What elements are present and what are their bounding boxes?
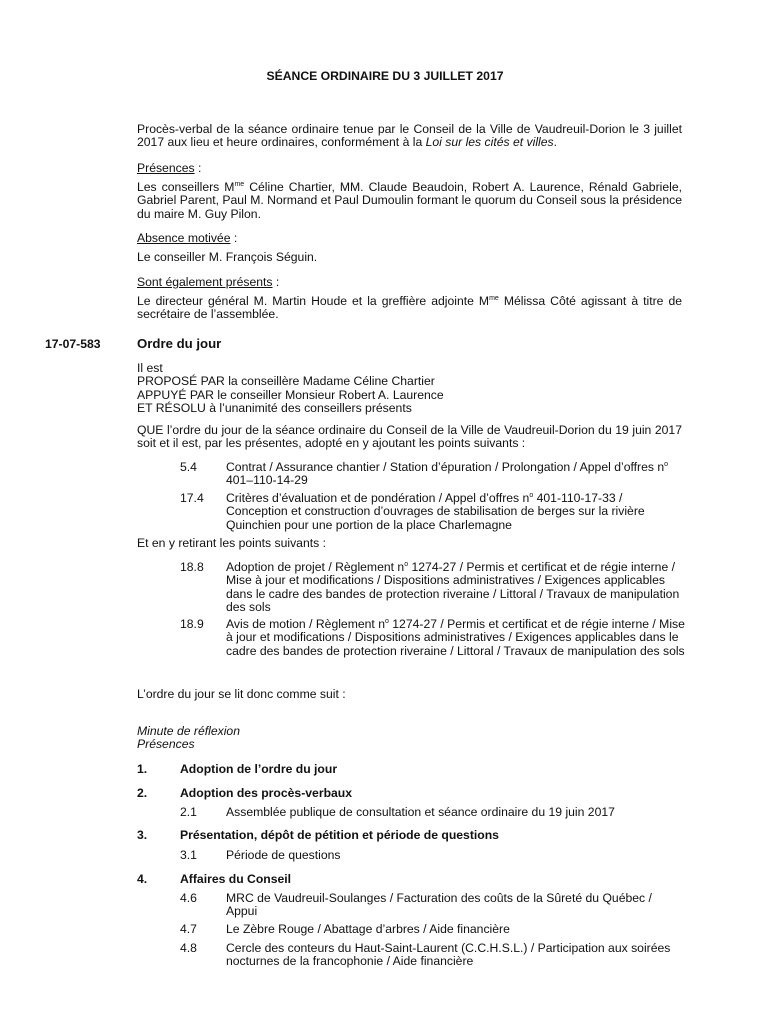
added-item-text — [226, 492, 685, 532]
minute-label: Minute de réflexion — [137, 724, 240, 738]
agenda-subitem-text: MRC de Vaudreuil-Soulanges / Facturation des coûts de la Sûreté du Québec / Appui — [226, 891, 652, 919]
removing-label: Et en y retirant les points suivants : — [137, 536, 326, 550]
page-title: SÉANCE ORDINAIRE DU 3 JUILLET 2017 — [266, 69, 504, 83]
agenda-section-number: 4. — [137, 872, 148, 886]
agenda-subitem — [180, 923, 685, 936]
removed-item-sup: o — [404, 561, 409, 568]
agenda-subitem — [180, 849, 685, 862]
resolution-number: 17-07-583 — [45, 337, 101, 351]
law-reference: Loi sur les cités et villes — [425, 135, 554, 150]
agenda-subitem-text: Le Zèbre Rouge / Abattage d’arbres / Aide financière — [226, 922, 510, 936]
also-present-colon: : — [272, 275, 280, 289]
agenda-section-title: Présentation, dépôt de pétition et période de questions — [180, 828, 499, 842]
added-item — [180, 461, 685, 488]
presences-text-a: Les conseillers M — [137, 180, 235, 194]
removed-item-text-a: Adoption de projet / Règlement n — [226, 560, 405, 574]
absence-label-line — [137, 232, 682, 245]
agenda-section-number: 1. — [137, 762, 148, 776]
added-item-text — [226, 461, 685, 488]
motion-line-1: Il est — [137, 361, 163, 375]
also-present-paragraph — [137, 295, 682, 322]
agenda-section-title: Affaires du Conseil — [180, 872, 292, 886]
agenda-subitem — [180, 806, 685, 819]
added-item-sup: o — [664, 461, 669, 468]
agenda-subitem-number: 4.8 — [180, 941, 197, 955]
added-item-text-b: 401–110-14-29 — [226, 473, 308, 488]
presences-label: Présences — [137, 161, 195, 175]
added-item-sup: o — [529, 492, 534, 499]
removed-item-text — [226, 561, 685, 615]
agenda-section — [137, 829, 682, 842]
removed-item-text-a: Avis de motion / Règlement n — [226, 617, 385, 631]
also-present-sup: me — [489, 295, 499, 302]
removed-item-number: 18.9 — [180, 617, 204, 631]
removed-item-text — [226, 618, 685, 658]
absence-colon: : — [230, 231, 238, 245]
added-item-text-b: 401-110-17-33 / Conception et construction d’ouvrages de stabilisation de berges sur la rivière Quinchien pour une portion de la place Charlemagne — [226, 491, 645, 532]
removed-item-sup: o — [384, 618, 389, 625]
agenda-section — [137, 763, 682, 776]
agenda-subitem-text: Période de questions — [226, 848, 341, 862]
motion-block — [137, 362, 682, 416]
que-paragraph: QUE l’ordre du jour de la séance ordinaire du Conseil de la Ville de Vaudreuil-Dorion du 19 juin 2017 soit et il est, par les présentes, adopté en y ajoutant les points suivants : — [137, 423, 682, 451]
removed-item — [180, 561, 685, 615]
agenda-section-title: Adoption des procès-verbaux — [180, 786, 353, 800]
presences-italic-label: Présences — [137, 737, 195, 751]
presences-colon: : — [194, 161, 202, 175]
intro-end: . — [553, 135, 558, 150]
resolution-heading: Ordre du jour — [137, 336, 222, 351]
motion-line-3: APPUYÉ PAR le conseiller Monsieur Robert A. Laurence — [137, 387, 444, 402]
presences-paragraph — [137, 181, 682, 221]
added-item — [180, 492, 685, 532]
agenda-subitem-number: 3.1 — [180, 848, 197, 862]
intro-text: Procès-verbal de la séance ordinaire tenue par le Conseil de la Ville de Vaudreuil-Dorion le 3 juillet 2017 aux lieu et heure ordinaires, conformément à la — [137, 122, 682, 150]
removed-item — [180, 618, 685, 658]
intro-paragraph — [137, 123, 682, 150]
agenda-section — [137, 787, 682, 800]
motion-line-4: ET RÉSOLU à l’unanimité des conseillers présents — [137, 401, 412, 416]
agenda-section-number: 3. — [137, 828, 148, 842]
agenda-section-number: 2. — [137, 786, 148, 800]
agenda-subitem-number: 4.6 — [180, 891, 197, 905]
agenda-subitem-text: Assemblée publique de consultation et séance ordinaire du 19 juin 2017 — [226, 805, 615, 819]
agenda-subitem-text: Cercle des conteurs du Haut-Saint-Laurent (C.C.H.S.L.) / Participation aux soirées nocturnes de la francophonie / Aide financière — [226, 941, 671, 969]
removed-item-text-b: 1274-27 / Permis et certificat et de régie interne / Mise à jour et modifications / Dispositions administratives / Exigences applicables dans le cadre des bandes de protection riveraine / Littoral / Travaux de manipulation des sols — [226, 560, 680, 615]
also-present-text-a: Le directeur général M. Martin Houde et la greffière adjointe M — [137, 294, 490, 308]
agenda-subitem — [180, 892, 685, 919]
absence-label: Absence motivée — [137, 231, 231, 245]
removed-item-text-b: 1274-27 / Permis et certificat et de régie interne / Mise à jour et modifications / Dispositions administratives / Exigences applicables dans le cadre des bandes de protection riveraine / Littoral / Travaux de manipulation des sols — [226, 617, 685, 658]
reads-as-line: L’ordre du jour se lit donc comme suit : — [137, 687, 346, 701]
also-present-label-line — [137, 276, 682, 289]
added-item-text-a: Critères d’évaluation et de pondération / Appel d’offres n — [226, 491, 530, 505]
added-item-text-a: Contrat / Assurance chantier / Station d’épuration / Prolongation / Appel d’offres n — [226, 460, 665, 474]
agenda-subitem-number: 4.7 — [180, 922, 197, 936]
added-item-number: 5.4 — [180, 460, 197, 474]
presences-sup: me — [234, 181, 245, 188]
presences-text-b: Céline Chartier, MM. Claude Beaudoin, Robert A. Laurence, Rénald Gabriele, Gabriel Parent, Paul M. Normand et Paul Dumoulin formant le quorum du Conseil sous la présidence du maire M. Guy Pilon. — [137, 180, 682, 221]
removed-item-number: 18.8 — [180, 560, 204, 574]
absence-text: Le conseiller M. François Séguin. — [137, 250, 318, 264]
agenda-subitem — [180, 942, 685, 969]
agenda-subitem-number: 2.1 — [180, 805, 197, 819]
agenda-section-title: Adoption de l’ordre du jour — [180, 762, 338, 776]
presences-label-line — [137, 162, 682, 175]
agenda-section — [137, 873, 682, 886]
also-present-label: Sont également présents — [137, 275, 273, 289]
also-present-text-b: Mélissa Côté agissant à titre de secrétaire de l’assemblée. — [137, 294, 682, 322]
motion-line-2: PROPOSÉ PAR la conseillère Madame Céline Chartier — [137, 374, 435, 389]
added-item-number: 17.4 — [180, 491, 204, 505]
